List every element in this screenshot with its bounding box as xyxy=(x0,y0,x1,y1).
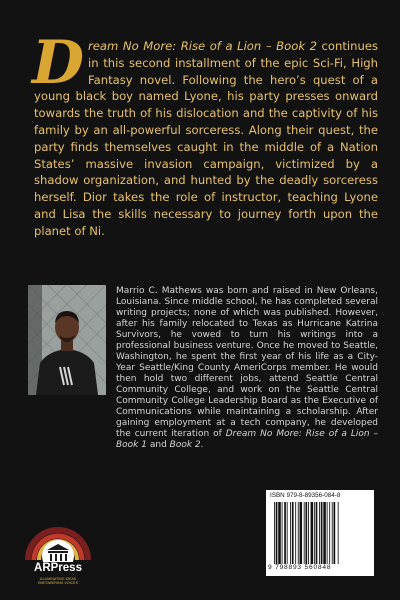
drop-cap: D xyxy=(32,28,85,98)
publisher-tagline-1: ILLUMINATING IDEAS xyxy=(39,577,77,581)
publisher-name: ARPress xyxy=(34,562,82,574)
bio-and: and xyxy=(147,440,170,450)
blurb-text: continues in this second installment of the epic Sci-Fi, High Fantasy novel. Following the hero’s quest of a young black boy named Lyone, his party presses onward towards the truth of his dislocation and the captivity of his family by an all-powerful sorceress. Along their quest, the party finds themselves caught in the middle of a Nation States’ massive invasion campaign, victimized by a shadow organization, and hunted by the deadly sorceress herself. Dior takes the role of instructor, teaching Lyone and Lisa the skills necessary to journey forth upon the planet of Ni. xyxy=(34,39,379,238)
isbn-label: ISBN 979-8-89356-084-8 xyxy=(270,492,341,499)
bio-end: . xyxy=(200,440,204,450)
publisher-tagline-2: EMPOWERING VOICES xyxy=(38,581,78,586)
bio-text: Marrio C. Mathews was born and raised in New Orleans, Louisiana. Since middle school, he has completed several writing projects; none of which was published. However, after his family relocated to Texas as Hurricane Katrina Survivors, he vowed to turn his writings into a professional business venture. Once he moved to Seattle, Washington, he spent the first year of his life as a City-Year Seattle/King County AmeriCorps member. He would then hold two different jobs, attend Seattle Central Community College, and work on the Seattle Central Community College Leadership Board as the Executive of Communications while maintaining a scholarship. After gaining employment at a tech company, he developed the current iteration of xyxy=(116,286,378,439)
blurb-title: ream No More: Rise of a Lion – Book 2 xyxy=(88,39,317,53)
barcode-digits: 9 798893 560848 xyxy=(268,564,332,571)
author-bio xyxy=(116,286,378,451)
author-photo xyxy=(28,285,106,395)
publisher-logo xyxy=(20,504,96,594)
publisher-logo-icon xyxy=(20,504,96,562)
publisher-tagline xyxy=(20,577,96,585)
bio-book2: Book 2 xyxy=(169,440,201,450)
isbn-barcode-block xyxy=(266,490,374,576)
bio-book1: Dream No More: Rise of a Lion – Book 1 xyxy=(116,429,378,450)
barcode xyxy=(272,502,368,564)
book-blurb xyxy=(32,28,379,240)
